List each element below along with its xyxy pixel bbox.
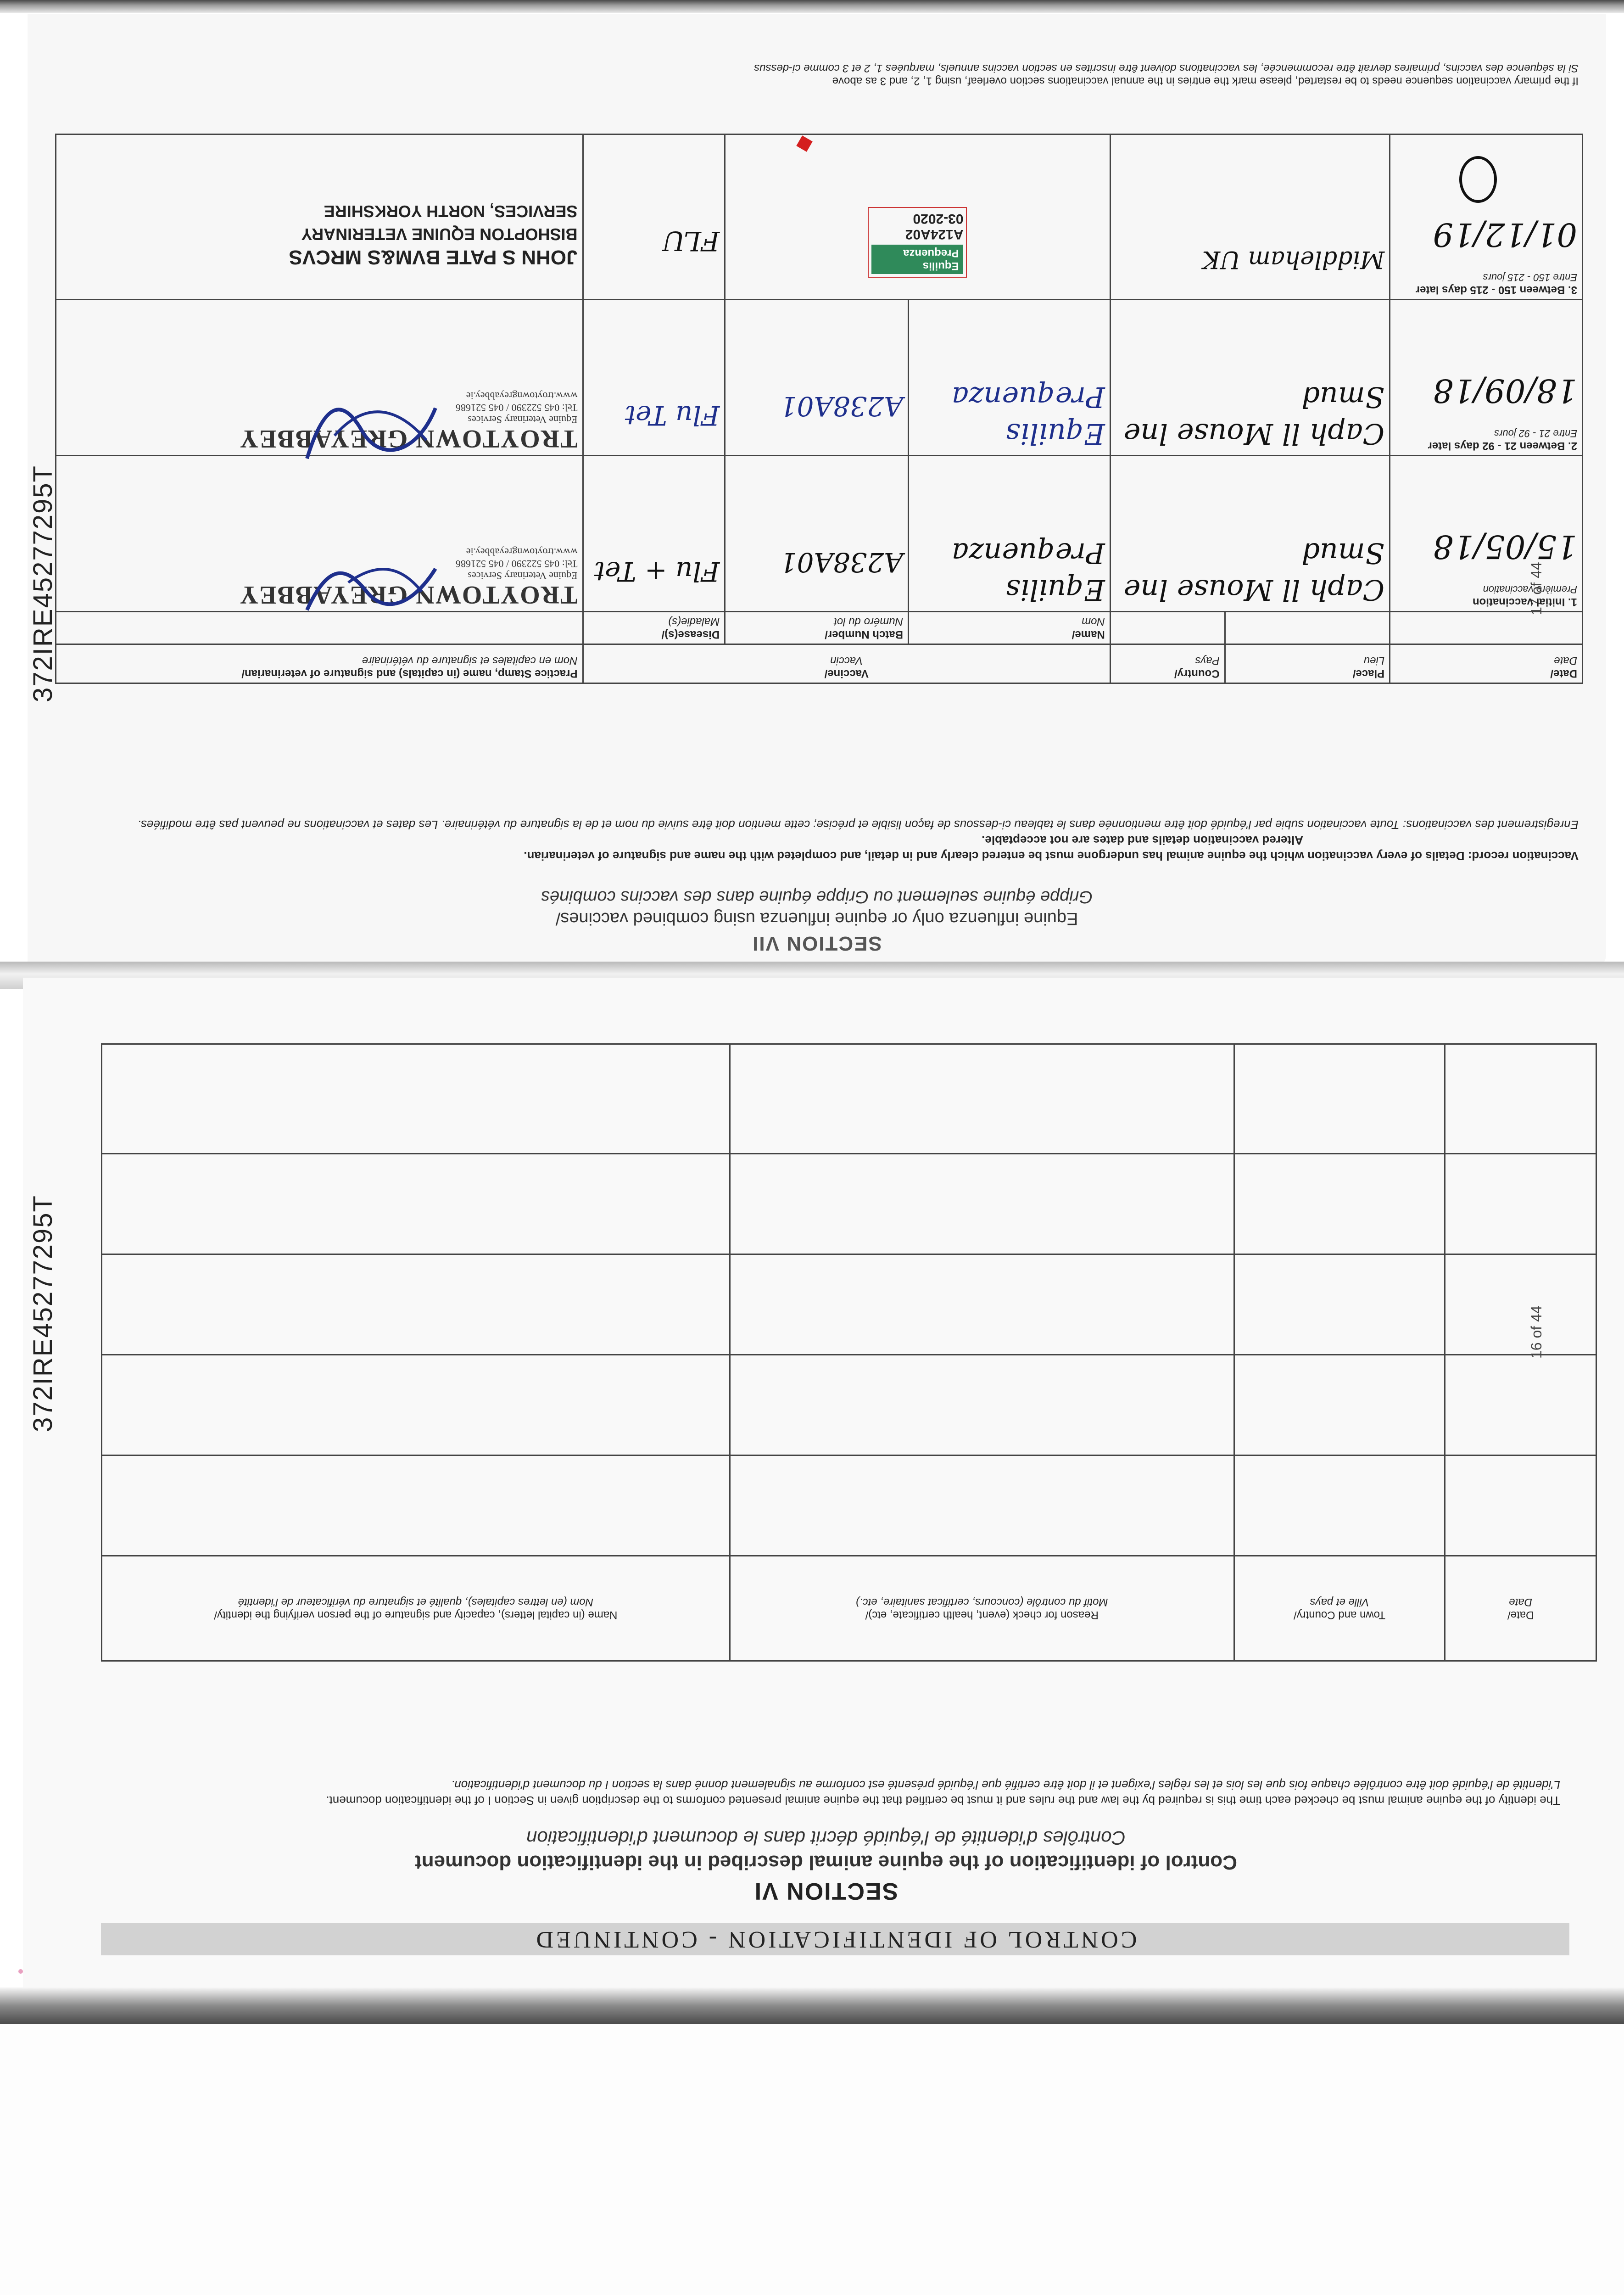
- row-1-stamp-name: TROYTOWN GREYABBEY: [239, 581, 578, 609]
- col-country-label: Country/: [1174, 667, 1220, 680]
- identity-check-row: [102, 1355, 1596, 1455]
- col-name-label: Name/: [1072, 628, 1105, 641]
- vaccination-record-label: Vaccination record:: [1468, 849, 1579, 863]
- row-3-sticker: [868, 207, 967, 278]
- pink-mark: [18, 1969, 23, 1974]
- col-date-label-fr: Date: [1554, 655, 1577, 667]
- primary-restart-note: [64, 62, 1579, 87]
- col-check-reason-label: Reason for check (event, health certificate, etc)/: [865, 1609, 1099, 1621]
- row-3-label-text: 3. Between 150 - 215 days later: [1415, 284, 1577, 296]
- row-2-signature: [302, 394, 440, 468]
- vaccination-row-3: [56, 134, 1583, 300]
- row-2-place: [1110, 300, 1390, 456]
- row-3-vaccine-sticker: [725, 134, 1111, 300]
- row-1-label-text: 1. Initial vaccination: [1472, 596, 1577, 608]
- row-1-place-text: Caph ll Mouse lne Smud: [1123, 537, 1385, 607]
- vaccination-record-text-fr: Enregistrement des vaccinations: Toute vaccination subie par l'équidé doit être mentionnée dans le tableau ci-dessous de façon lisible et précise; cette mention doit être suivie du nom et de la signature du vétérinaire. Les dates et vaccinations ne peuvent pas être modifiées.: [137, 818, 1579, 832]
- page-17-side-id: 372IRE45277295T: [28, 465, 58, 702]
- row-1-batch-text: A238A01: [780, 547, 903, 578]
- col-stamp-label-fr: Nom en capitales et signature du vétérinaire: [362, 655, 578, 667]
- section-vi-subtitle-fr: Contrôles d'identité de l'équidé décrit dans le document d'identification: [526, 1827, 1126, 1849]
- identity-check-row: [102, 1154, 1596, 1254]
- row-1-label-fr: Première vaccination: [1483, 584, 1577, 595]
- row-1-stamp-tel: Tel: 045 522390 / 045 521686: [456, 558, 578, 570]
- row-3-sticker-lot: A124A02: [905, 227, 964, 242]
- col-name: [908, 612, 1110, 644]
- row-3-sticker-product: Equilis Prequenza: [871, 245, 963, 274]
- col-check-reason: [730, 1556, 1234, 1661]
- section-vii-title: SECTION VII: [752, 932, 882, 955]
- row-2-disease: [583, 300, 725, 456]
- col-check-name-label-fr: Nom (en lettres capitales), qualité et signature du vérificateur de l'identité: [238, 1596, 594, 1608]
- row-3-stamp: [56, 134, 583, 300]
- row-2-stamp-line: Equine Veterinary Services: [468, 414, 578, 425]
- col-check-town-label-fr: Ville et pays: [1310, 1596, 1369, 1608]
- col-check-name-label: Name (in capital letters), capacity and signature of the person verifying the identity/: [214, 1609, 618, 1621]
- row-1-label: [1395, 583, 1577, 608]
- col-check-reason-label-fr: Motif du contrôle (concours, certificat sanitaire, etc.): [855, 1596, 1108, 1608]
- row-1-stamp-web: www.troytowngreyabbey.ie: [466, 546, 578, 558]
- row-1-disease: [583, 456, 725, 612]
- row-1-batch: [725, 456, 909, 612]
- col-check-town: [1234, 1556, 1445, 1661]
- col-batch-label-fr: Numéro du lot: [834, 616, 903, 628]
- col-batch-label: Batch Number/: [825, 628, 903, 641]
- row-2-stamp: [56, 300, 583, 456]
- section-vi-subtitle-en: Control of identification of the equine animal described in the identification document: [415, 1851, 1237, 1874]
- vaccination-record-note: [55, 817, 1579, 864]
- row-3-label-fr: Entre 150 - 215 jours: [1483, 272, 1577, 283]
- row-2-label: [1395, 427, 1577, 452]
- row-2-date-cell: [1390, 300, 1583, 456]
- col-date-label: Date/: [1550, 667, 1577, 680]
- vaccination-row-1: [56, 456, 1583, 612]
- col-stamp-label: Practice Stamp, name (in capitals) and signature of veterinarian/: [241, 667, 578, 680]
- row-1-disease-text: Flu + Tet: [594, 556, 720, 587]
- col-date: [1390, 644, 1583, 683]
- section-vii-subtitle-fr: Grippe équine seulement ou Grippe équine dans des vaccins combinés: [541, 887, 1093, 907]
- row-1-signature: [302, 550, 440, 624]
- row-2-batch: [725, 300, 909, 456]
- control-banner: CONTROL OF IDENTIFICATION - CONTINUED: [101, 1923, 1569, 1955]
- col-disease: [583, 612, 725, 644]
- vaccination-record-text: Details of every vaccination which the equine animal has undergone must be entered clearly and in detail, and completed with the name and signature of veterinarian.: [524, 849, 1465, 863]
- vaccination-table: [55, 134, 1583, 684]
- control-note-en: The identity of the equine animal must be checked each time this is required by the law and the rules and it must be certified that the equine animal presented conforms to the description given in Section I of the identification document.: [326, 1794, 1560, 1808]
- identity-check-row: [102, 1044, 1596, 1154]
- row-3-disease: [583, 134, 725, 300]
- col-check-date: [1445, 1556, 1596, 1661]
- row-1-place: [1110, 456, 1390, 612]
- identity-check-row: [102, 1254, 1596, 1355]
- row-3-place-text: Middleham UK: [1202, 246, 1385, 273]
- row-1-stamp: [56, 456, 583, 612]
- row-3-stamp-line-2: SERVICES, NORTH YORKSHIRE: [324, 202, 578, 221]
- row-1-stamp-line: Equine Veterinary Services: [468, 570, 578, 582]
- identity-check-row: [102, 1455, 1596, 1556]
- section-vi-title: SECTION VI: [753, 1878, 899, 1904]
- col-place: [1225, 644, 1390, 683]
- row-1-vaccine-name-text: Equilis Prequenza: [951, 537, 1105, 607]
- control-note-fr: L'identité de l'équidé doit être contrôlée chaque fois que les lois et les règles l'exigent et il doit être certifié que l'équidé présenté est conforme au signalement donné dans la section I du document d'identification.: [451, 1778, 1560, 1792]
- vaccination-record-text-2: Altered vaccination details and dates are not acceptable.: [982, 834, 1303, 847]
- row-2-batch-text: A238A01: [780, 391, 903, 422]
- row-2-place-text: Caph ll Mouse lne Smud: [1123, 381, 1385, 451]
- row-2-disease-text: Flu Tet: [625, 400, 720, 431]
- row-3-stamp-line: BISHOPTON EQUINE VETERINARY: [301, 225, 578, 244]
- control-note: [92, 1777, 1560, 1808]
- page-17-number: 17 of 44: [1528, 562, 1545, 615]
- row-2-stamp-name: TROYTOWN GREYABBEY: [239, 425, 578, 453]
- col-check-town-label: Town and Country/: [1293, 1609, 1386, 1621]
- page-17: [37, 28, 1597, 959]
- col-name-label-fr: Nom: [1082, 616, 1105, 628]
- primary-restart-note-fr: Si la séquence des vaccins, primaires devrait être recommencée, les vaccinations doivent être inscrites en section vaccins annuels, marquées 1, 2 et 3 comme ci-dessus: [754, 62, 1579, 74]
- row-2-date: 18/09/18: [1433, 372, 1577, 409]
- col-check-name: [102, 1556, 730, 1661]
- col-vaccine-label: Vaccine/: [824, 667, 869, 680]
- page-16: [55, 991, 1597, 1955]
- col-vaccine-label-fr: Vaccin: [830, 655, 863, 667]
- row-3-label: [1395, 271, 1577, 296]
- row-3-sticker-exp: 03-2020: [913, 211, 964, 226]
- row-1-vaccine-name: [908, 456, 1110, 612]
- row-2-stamp-tel: Tel: 045 522390 / 045 521686: [456, 402, 578, 414]
- identity-check-table: [101, 1043, 1597, 1662]
- col-disease-label-fr: Maladie(s): [668, 616, 720, 628]
- row-2-label-fr: Entre 21 - 92 jours: [1494, 428, 1577, 439]
- row-2-vaccine-name-text: Equilis Prequenza: [951, 381, 1105, 451]
- section-vii-subtitle-en: Equine influenza only or equine influenza using combined vaccines/: [555, 909, 1078, 928]
- vaccination-table-header: [56, 644, 1583, 683]
- col-vaccine: [583, 644, 1110, 683]
- row-2-vaccine-name: [908, 300, 1110, 456]
- page-16-side-id: 372IRE45277295T: [28, 1195, 58, 1432]
- handwritten-circle: [1459, 156, 1497, 203]
- scan-bottom-area: [0, 2024, 1624, 2295]
- col-check-date-label: Date/: [1507, 1609, 1534, 1621]
- row-3-disease-text: FLU: [662, 225, 720, 257]
- row-1-date-cell: [1390, 456, 1583, 612]
- vaccination-subheader: [56, 612, 1583, 644]
- col-check-date-label-fr: Date: [1509, 1596, 1532, 1608]
- page-16-number: 16 of 44: [1528, 1305, 1545, 1359]
- col-place-label: Place/: [1352, 667, 1385, 680]
- row-2-stamp-web: www.troytowngreyabbey.ie: [466, 390, 578, 402]
- col-stamp: [56, 644, 583, 683]
- col-disease-label: Disease(s)/: [661, 628, 720, 641]
- primary-restart-note-en: If the primary vaccination sequence needs to be restarted, please mark the entries in the annual vaccinations section overleaf, using 1, 2, and 3 as above: [832, 75, 1579, 87]
- col-country: [1110, 644, 1225, 683]
- col-place-label-fr: Lieu: [1363, 655, 1385, 667]
- row-3-date: 01/12/19: [1433, 216, 1577, 253]
- row-3-place: [1110, 134, 1390, 300]
- row-2-label-text: 2. Between 21 - 92 days later: [1428, 440, 1577, 452]
- vaccination-row-2: [56, 300, 1583, 456]
- col-batch: [725, 612, 909, 644]
- row-1-date: 15/05/18: [1433, 528, 1577, 565]
- identity-check-header: [102, 1556, 1596, 1661]
- row-3-stamp-name: JOHN S PATE BVM&S MRCVS: [289, 246, 578, 269]
- row-3-practice-stamp: [61, 200, 578, 269]
- col-country-label-fr: Pays: [1195, 655, 1220, 667]
- scan-top-shadow: [0, 0, 1624, 13]
- book-edge-shadow: [0, 1987, 1624, 2024]
